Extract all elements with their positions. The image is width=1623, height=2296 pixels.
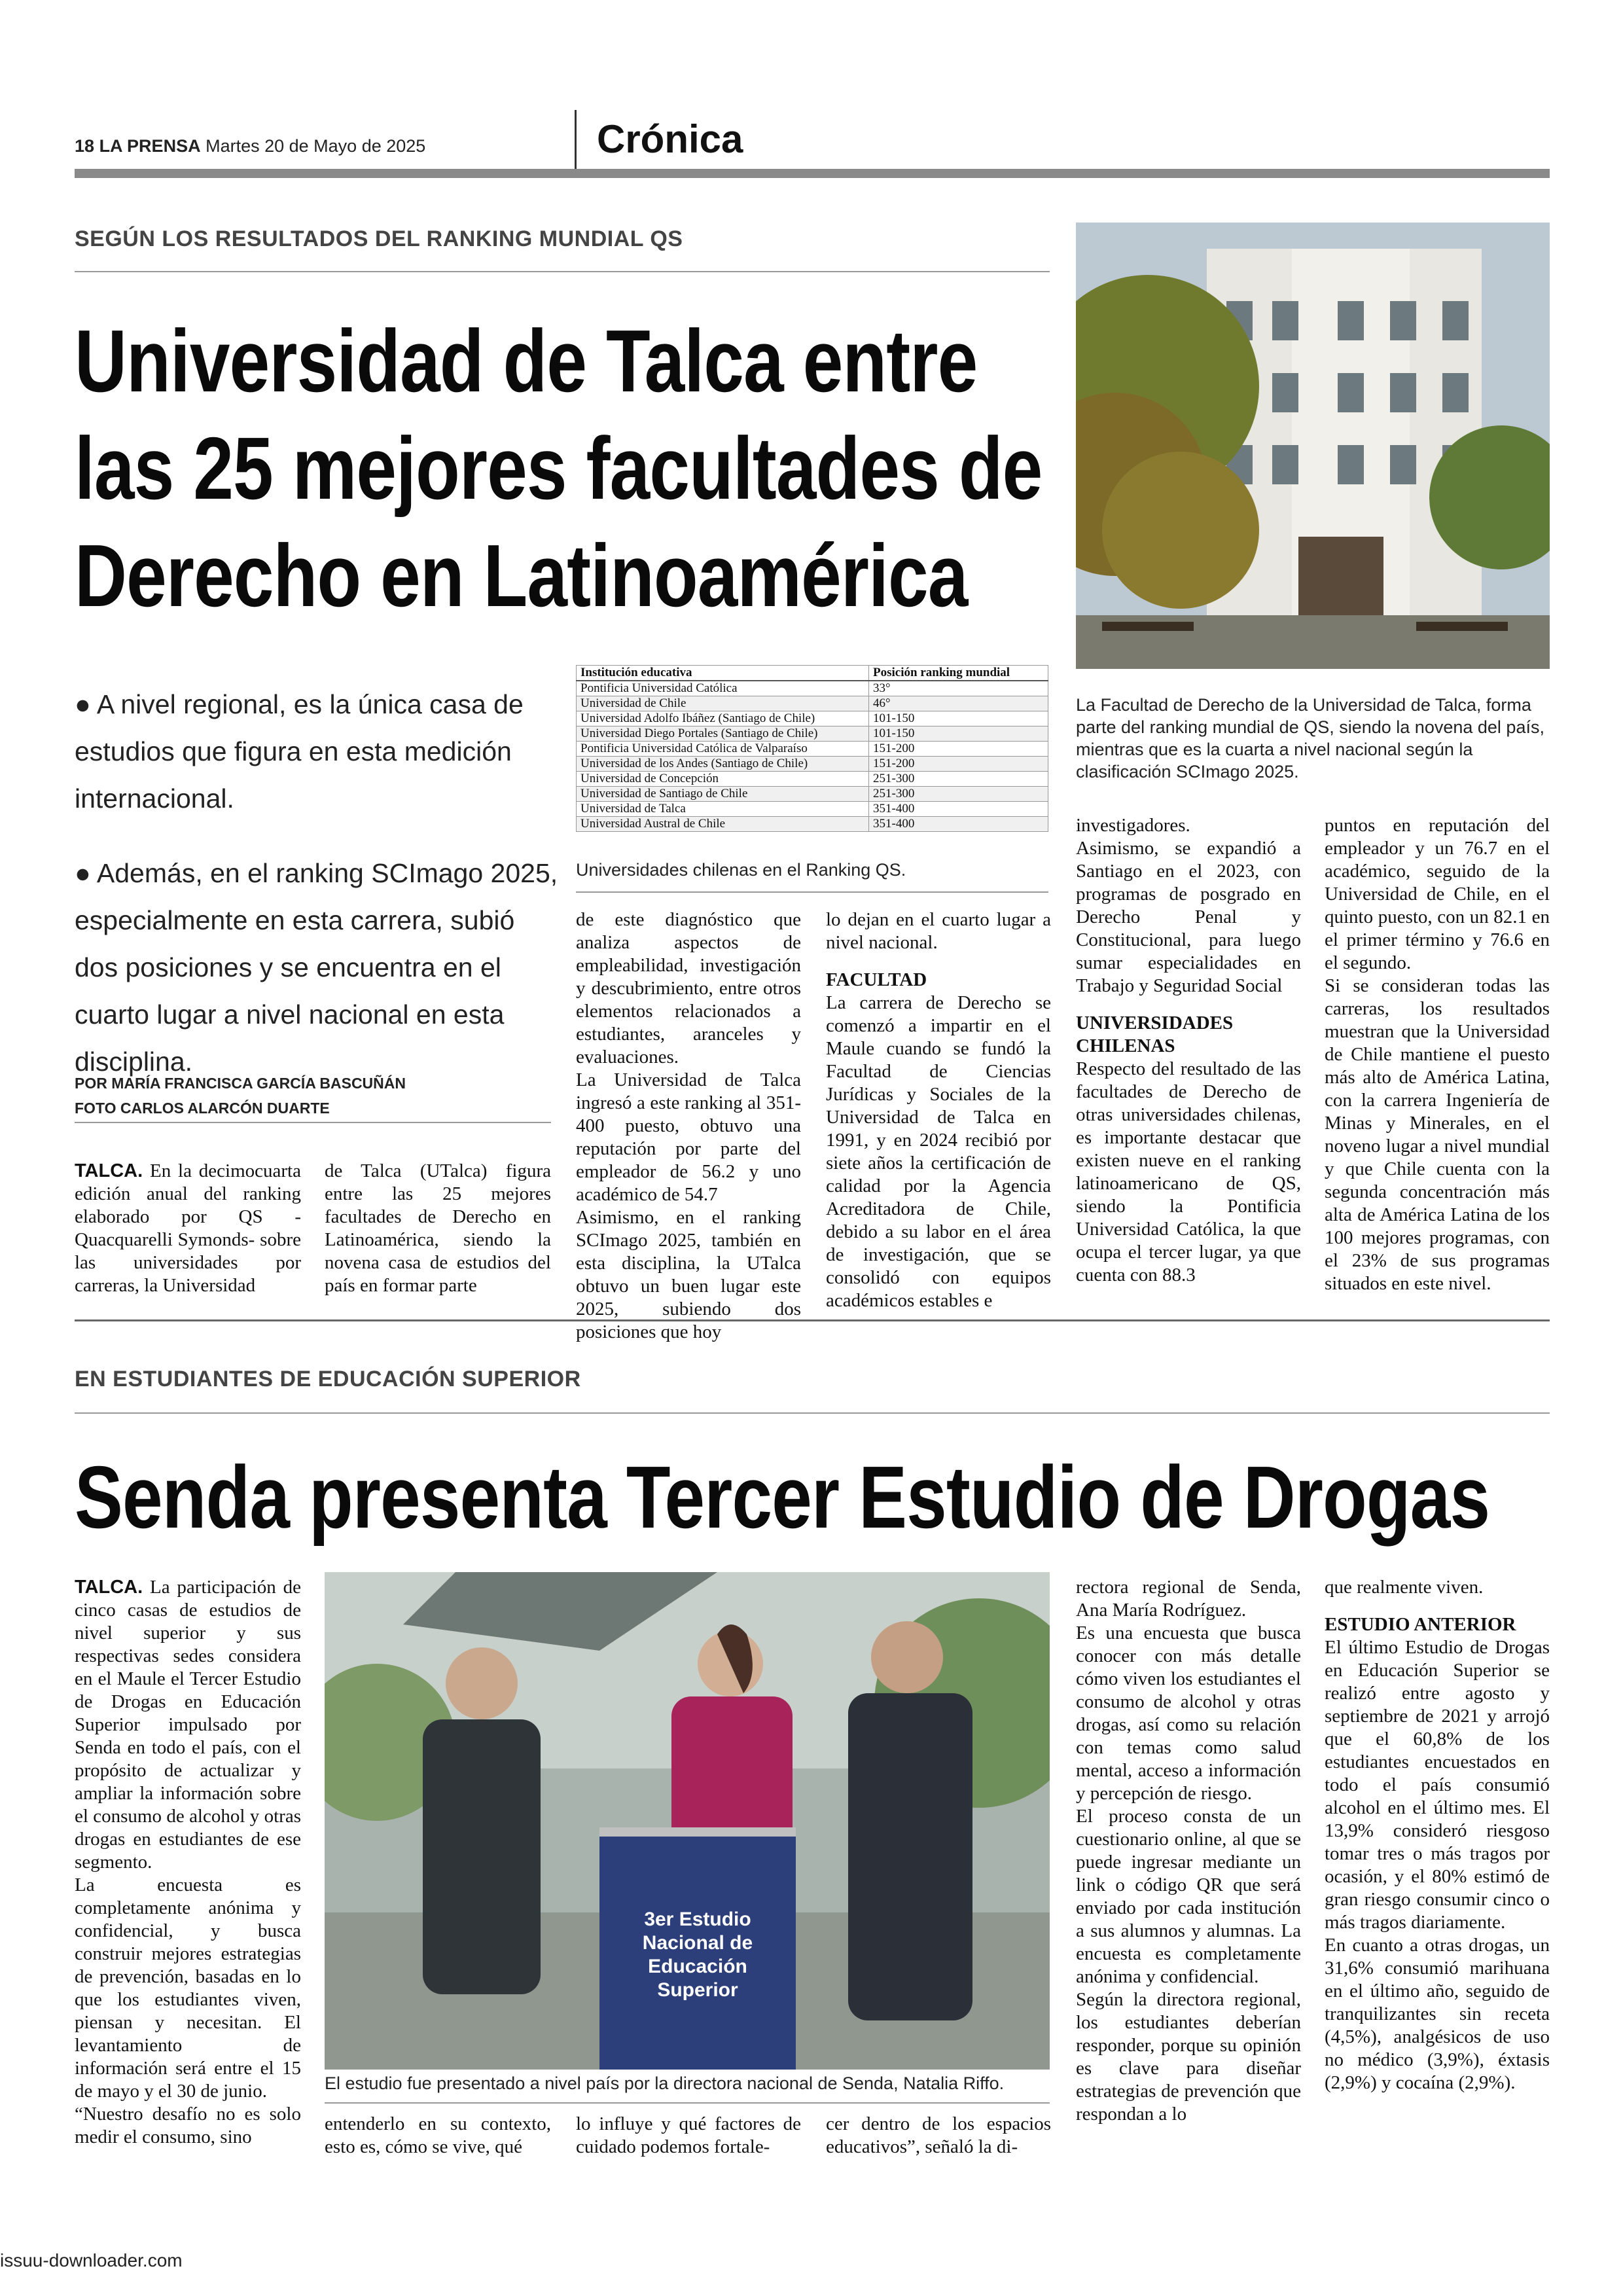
podium-text: Superior: [657, 1979, 738, 2001]
subhead-estudio-anterior: ESTUDIO ANTERIOR: [1325, 1614, 1516, 1635]
headline-line2: las 25 mejores facultades de: [75, 419, 1043, 518]
table-row: Universidad Adolfo Ibáñez (Santiago de Chile) 101-150: [577, 711, 1048, 726]
table-row: Universidad de Concepción 251-300: [577, 772, 1048, 787]
dateline: TALCA.: [75, 1160, 143, 1181]
article1-col3: de este diagnóstico que analiza aspectos de empleabilidad, investigación y descubrimiento, entre otros elementos relacionados a estudiantes, aranceles y evaluaciones. La Universidad de Talca ingresó a este ranking al 351-400 puesto, obtuvo una reputación por parte del empleador de 56.2 y uno académico de 54.7 Asimismo, en el ranking SCImago 2025, también en esta disciplina, la UTalca obtuvo un buen lugar este 2025, subiendo dos posiciones que hoy: [576, 909, 801, 1342]
article1-kicker: SEGÚN LOS RESULTADOS DEL RANKING MUNDIAL QS: [75, 226, 683, 251]
section-title: Crónica: [597, 117, 743, 161]
header-bar: [75, 169, 1550, 178]
article2-col3: lo influye y qué factores de cuidado podemos fortale-: [576, 2113, 801, 2157]
building-illustration: [1076, 223, 1550, 669]
bullet-dot-icon: ●: [75, 689, 91, 719]
faculty-building-photo: [1076, 223, 1550, 669]
table-row: Universidad Diego Portales (Santiago de Chile) 101-150: [577, 726, 1048, 742]
article2-headline: Senda presenta Tercer Estudio de Drogas: [75, 1448, 1490, 1547]
article1-headline: [75, 308, 1042, 630]
article2-col2: entenderlo en su contexto, esto es, cómo se vive, qué: [325, 2113, 551, 2157]
table-row: Universidad de Santiago de Chile 251-300: [577, 787, 1048, 802]
dateline: TALCA.: [75, 1577, 143, 1598]
building-photo-caption: La Facultad de Derecho de la Universidad de Talca, forma parte del ranking mundial de QS, siendo la novena del país, mientras que es la cuarta a nivel nacional según la clasificación SCImago 2025.: [1076, 695, 1544, 781]
table-caption: Universidades chilenas en el Ranking QS.: [576, 860, 906, 880]
table-rule: [576, 891, 1048, 893]
article1-col4: lo dejan en el cuarto lugar a nivel nacional. FACULTAD La carrera de Derecho se comenzó a impartir en el Maule cuando se fundó la Facultad de Ciencias Jurídicas y Sociales de la Universidad de Talca en 1991, y en 2024 recibió por siete años la certificación de calidad por la Agencia Acreditadora de Chile, debido a su labor en el área de investigación, que se consolidó con equipos académicos estables e: [826, 909, 1051, 1311]
bullet-2: ● Además, en el ranking SCImago 2025, especialmente en esta carrera, subió dos posiciones y se encuentra en el cuarto lugar a nivel nacional en esta disciplina.: [75, 858, 558, 1077]
article1-col5: investigadores. Asimismo, se expandió a Santiago en el 2023, con programas de posgrado en Derecho Penal y Constitucional, para luego sumar especialidades en Trabajo y Seguridad Social UNIVERSIDADES CHILENAS Respecto del resultado de las facultades de Derecho de otras universidades chilenas, es importante destacar que existen nueve en el ranking latinoamericano de QS, siendo la Pontificia Universidad Católica, la que ocupa el tercer lugar, ya que cuenta con 88.3: [1076, 815, 1301, 1285]
author-credit: POR MARÍA FRANCISCA GARCÍA BASCUÑÁN: [75, 1075, 406, 1092]
header-divider: [575, 110, 577, 169]
kicker-rule: [75, 271, 1050, 272]
podium-text: 3er Estudio: [644, 1909, 751, 1930]
bullet-dot-icon: ●: [75, 858, 91, 888]
article1-col1: TALCA. En la decimocuarta edición anual del ranking elaborado por QS -Quacquarelli Symonds- sobre las universidades por carreras, la Universidad: [75, 1160, 301, 1296]
article1-col6: puntos en reputación del empleador y un 76.7 en el académico, seguido de la Universidad de Chile, en el quinto puesto, con un 82.1 en el primer término y 76.6 en el segundo. Si se consideran todas las carreras, los resultados muestran que la Universidad de Chile mantiene el puesto más alto de América Latina, con la carrera Ingeniería de Minas y Minerales, en el noveno lugar a nivel mundial y que Chile cuenta con la segunda concentración más alta de América Latina de los 100 mejores programas, con el 23% de sus programas situados en este nivel.: [1325, 815, 1550, 1294]
subhead-universidades: UNIVERSIDADES CHILENAS: [1076, 1013, 1234, 1056]
table-header-cell: Posición ranking mundial: [869, 666, 1048, 681]
event-illustration: [325, 1572, 1050, 2070]
article1-col2: de Talca (UTalca) figura entre las 25 mejores facultades de Derecho en Latinoamérica, siendo la novena casa de estudios del país en formar parte: [325, 1160, 551, 1296]
podium-text: Educación: [648, 1956, 747, 1977]
issue-date: Martes 20 de Mayo de 2025: [205, 136, 426, 156]
table-row: Universidad de los Andes (Santiago de Chile) 151-200: [577, 757, 1048, 772]
table-row: Pontificia Universidad Católica 33°: [577, 681, 1048, 696]
article2-col4: cer dentro de los espacios educativos”, señaló la di-: [826, 2113, 1051, 2157]
article-divider: [75, 1319, 1550, 1321]
byline: [75, 1071, 406, 1121]
bullet-1: ● A nivel regional, es la única casa de estudios que figura en esta medición internacional.: [75, 689, 524, 814]
press-event-photo: [325, 1572, 1050, 2070]
table-row: Universidad Austral de Chile 351-400: [577, 817, 1048, 832]
kicker2-rule: [75, 1412, 1550, 1414]
headline-line1: Universidad de Talca entre: [75, 312, 978, 410]
table-header-row: [577, 666, 1048, 681]
subhead-facultad: FACULTAD: [826, 969, 927, 990]
table-row: Universidad de Talca 351-400: [577, 802, 1048, 817]
photo-credit: FOTO CARLOS ALARCÓN DUARTE: [75, 1100, 330, 1117]
byline-rule: [75, 1122, 551, 1123]
table-row: Pontificia Universidad Católica de Valparaíso 151-200: [577, 742, 1048, 757]
paper-name: LA PRENSA: [99, 136, 201, 156]
watermark: issuu-downloader.com: [0, 2250, 183, 2270]
table-header-cell: Institución educativa: [577, 666, 869, 681]
page-number: 18: [75, 136, 95, 156]
headline-line3: Derecho en Latinoamérica: [75, 526, 968, 625]
page-header: [75, 136, 425, 156]
article2-col5: rectora regional de Senda, Ana María Rodríguez. Es una encuesta que busca conocer con más detalle cómo viven los estudiantes el consumo de alcohol y otras drogas, así como su relación con temas como salud mental, acceso a información y percepción de riesgo. El proceso consta de un cuestionario online, al que se puede ingresar mediante un link o código QR que será enviado por cada institución a sus alumnos y alumnas. La encuesta es completamente anónima y confidencial. Según la directora regional, los estudiantes deberían responder, porque su opinión es clave para diseñar estrategias de prevención que respondan a lo: [1076, 1577, 1301, 2125]
ranking-table: [576, 665, 1048, 832]
table-row: Universidad de Chile 46°: [577, 696, 1048, 711]
podium-text: Nacional de: [642, 1932, 753, 1954]
article2-col1: TALCA. La participación de cinco casas de estudios de nivel superior y sus respectivas sedes considera en el Maule el Tercer Estudio de Drogas en Educación Superior impulsado por Senda en todo el país, con el propósito de actualizar y ampliar la información sobre el consumo de alcohol y otras drogas en estudiantes de ese segmento. La encuesta es completamente anónima y confidencial, y busca construir mejores estrategias de prevención, basadas en lo que los estudiantes viven, piensan y necesitan. El levantamiento de información será entre el 15 de mayo y el 30 de junio. “Nuestro desafío no es solo medir el consumo, sino: [75, 1577, 301, 2147]
article2-col6: que realmente viven. ESTUDIO ANTERIOR El último Estudio de Drogas en Educación Superior se realizó entre agosto y septiembre de 2021 y arrojó que el 60,8% de los estudiantes encuestados en todo el país consumió alcohol en el último mes. El 13,9% consideró riesgoso tomar tres o más tragos por ocasión, y el 80% estimó de gran riesgo consumir cinco o más tragos diariamente. En cuanto a otras drogas, un 31,6% consumió marihuana en el último año, seguido de tranquilizantes sin receta (4,5%), analgésicos de uso no médico (3,9%), éxtasis (2,9%) y cocaína (2,9%).: [1325, 1577, 1550, 2093]
article2-kicker: EN ESTUDIANTES DE EDUCACIÓN SUPERIOR: [75, 1367, 581, 1391]
event-photo-caption: El estudio fue presentado a nivel país por la directora nacional de Senda, Natalia Riffo.: [325, 2073, 1005, 2093]
event-caption-rule: [325, 2102, 1050, 2104]
